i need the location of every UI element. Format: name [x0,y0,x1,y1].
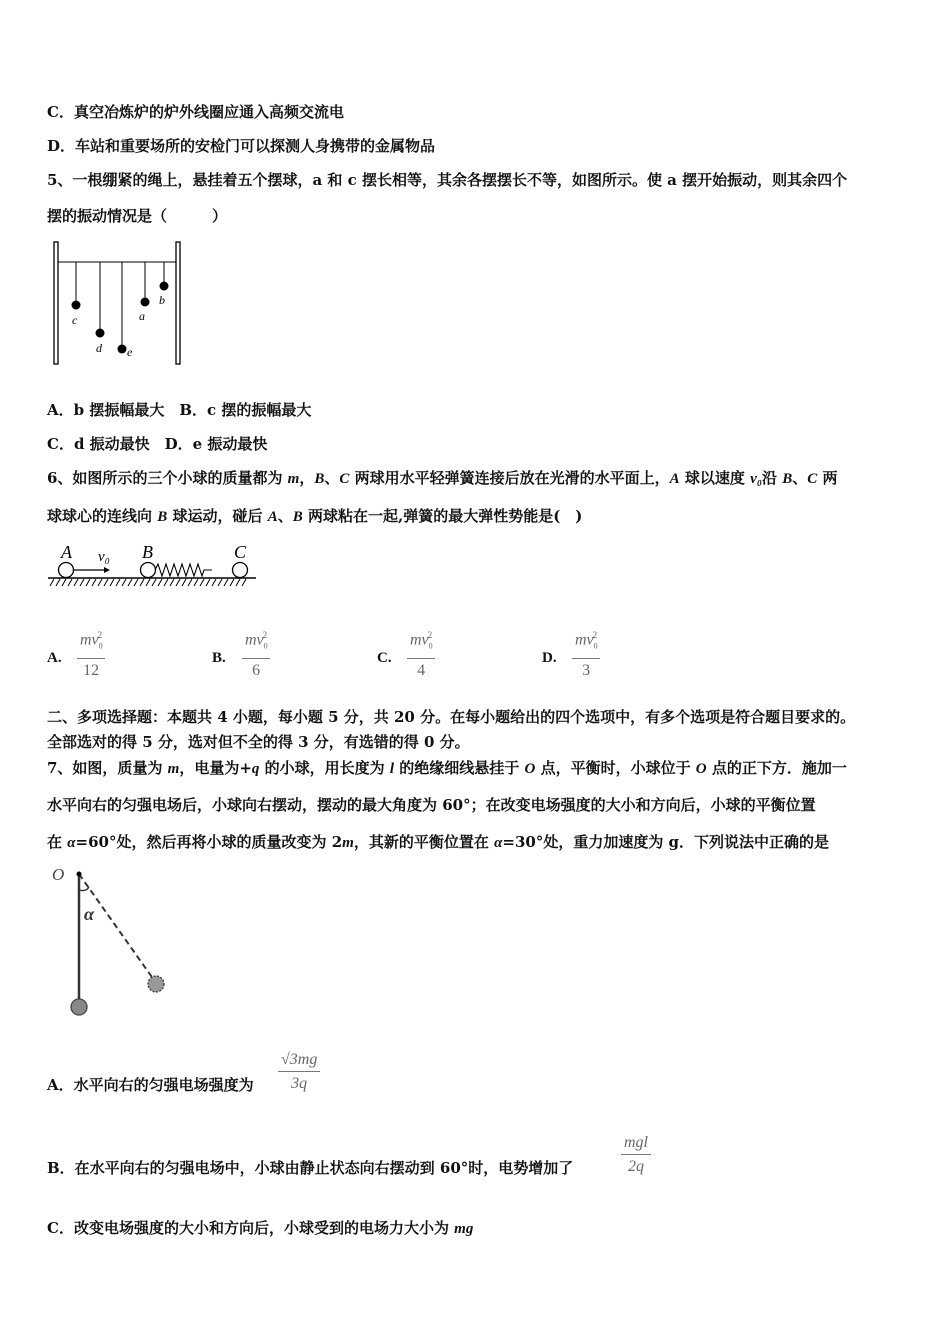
section2-heading-line1 [47,707,855,727]
q7-stem-line3 [47,832,829,853]
label-B: B [142,542,153,562]
math-symbol: m [287,471,300,487]
denominator: 4 [417,661,426,679]
text-segment: ，其新的平衡位置在 [353,833,495,851]
text-segment: 球球心的连线向 [47,507,158,525]
numerator-text: mv [410,631,429,649]
numerator [242,626,270,659]
text-segment: C．d 振动最快 D．e 振动最快 [47,435,268,453]
q5-options-cd [47,434,267,454]
q6-option-fraction [407,626,435,681]
text-segment: ， [299,469,315,487]
q6-spring-figure [44,538,260,590]
math-symbol: α [494,835,503,851]
label-a: a [139,309,145,323]
q7-option-a-fraction [278,1051,320,1094]
subscript: 0 [263,641,268,651]
text-segment: 的绝缘细线悬挂于 [394,759,525,777]
text-segment: 摆的振动情况是（ ） [47,207,228,225]
q4-option-d [47,136,435,156]
text-segment: C．真空冶炼炉的炉外线圈应通入高频交流电 [47,103,344,121]
text-segment: 球运动，碰后 [167,507,268,525]
math-symbol: m [167,761,180,777]
label-A: A [61,542,72,562]
text-segment: 两球粘在一起,弹簧的最大弹性势能是( ) [302,507,583,525]
math-symbol: B [314,471,325,487]
math-symbol: mg [454,1221,474,1237]
math-symbol: A [669,471,680,487]
text-segment: =60°处，然后再将小球的质量改变为 2 [75,833,343,851]
text-segment: 全部选对的得 5 分，选对但不全的得 3 分，有选错的得 0 分。 [47,733,470,751]
label-alpha: α [84,904,94,924]
q5-stem-line2 [47,206,227,226]
math-symbol: B [292,509,303,525]
section2-heading-line2 [47,732,470,752]
text-segment: 球以速度 [679,469,751,487]
math-symbol: v₀ [750,471,762,487]
numerator-text: mv [575,631,594,649]
label-c: c [72,313,78,327]
text-segment: 、 [277,507,293,525]
text-segment: D．车站和重要场所的安检门可以探测人身携带的金属物品 [47,137,436,155]
q6-option-label: C. [377,650,392,666]
math-symbol: l [389,761,395,777]
label-d: d [96,341,102,355]
superscript: 2 [427,630,433,640]
numerator [572,626,600,659]
numerator-text: mv [80,631,99,649]
superscript: 2 [97,630,103,640]
q5-pendulum-figure [50,240,185,368]
math-symbol: O [695,761,707,777]
text-segment: =30°处，重力加速度为 g．下列说法中正确的是 [502,833,830,851]
math-symbol: C [339,471,350,487]
q5-options-ab [47,400,311,420]
subscript: 0 [593,641,598,651]
denominator: 12 [83,661,100,679]
superscript: 2 [592,630,598,640]
q7-stem-line2 [47,795,816,815]
q6-option-label: B. [212,650,226,666]
math-symbol: m [342,835,354,851]
text-segment: 7、如图，质量为 [47,759,168,777]
q7-option-a [47,1075,254,1095]
q6-option-fraction [572,626,600,681]
text-segment: 在 [47,833,68,851]
denominator: 3q [291,1075,308,1092]
q5-stem-line1 [47,170,847,190]
q4-option-c [47,102,344,122]
math-symbol: α [67,835,76,851]
q6-option-fraction [242,626,270,681]
text-segment: ，电量为+ [179,759,252,777]
q7-option-b-fraction [621,1134,651,1177]
subscript: 0 [98,641,103,651]
label-e: e [127,345,133,359]
q6-option-label: D. [542,650,557,666]
q7-stem-line1 [47,758,847,779]
text-segment: 沿 [762,469,783,487]
math-symbol: B [782,471,793,487]
numerator [407,626,435,659]
numerator: mgl [621,1134,651,1155]
text-segment: 点，平衡时，小球位于 [535,759,696,777]
numerator-text: mv [245,631,264,649]
text-segment: 两 [817,469,838,487]
text-segment: 、 [792,469,808,487]
q6-option-fraction [77,626,105,681]
text-segment: 5、一根绷紧的绳上，悬挂着五个摆球，a 和 c 摆长相等，其余各摆摆长不等，如图所示。使 a 摆开始振动，则其余四个 [47,171,848,189]
math-symbol: A [267,509,278,525]
text-segment: 点的正下方．施加一 [706,759,847,777]
denominator: 6 [252,661,261,679]
math-symbol: C [807,471,818,487]
text-segment: A．水平向右的匀强电场强度为 [47,1076,254,1094]
q7-pendulum-figure [44,862,184,1022]
label-C: C [234,542,247,562]
text-segment: 的小球，用长度为 [259,759,390,777]
text-segment: 二、多项选择题：本题共 4 小题，每小题 5 分，共 20 分。在每小题给出的四个选项中，有多个选项是符合题目要求的。 [47,708,856,726]
text-segment: A．b 摆振幅最大 B．c 摆的振幅最大 [47,401,312,419]
text-segment: 两球用水平轻弹簧连接后放在光滑的水平面上， [349,469,670,487]
q7-option-c [47,1218,473,1239]
text-segment: 、 [324,469,340,487]
text-segment: 水平向右的匀强电场后，小球向右摆动，摆动的最大角度为 60°；在改变电场强度的大小和方向后，小球的平衡位置 [47,796,816,814]
subscript: 0 [428,641,433,651]
label-v0: v₀ [98,549,110,565]
superscript: 2 [262,630,268,640]
denominator: 3 [582,661,591,679]
numerator [77,626,105,659]
text-segment: 6、如图所示的三个小球的质量都为 [47,469,288,487]
math-symbol: B [157,509,168,525]
q6-stem-line1 [47,468,838,489]
label-O: O [52,865,65,884]
q7-option-b [47,1158,573,1178]
math-symbol: O [524,761,536,777]
text-segment: C．改变电场强度的大小和方向后，小球受到的电场力大小为 [47,1219,455,1237]
q6-option-label: A. [47,650,62,666]
math-symbol: q [251,761,260,777]
label-b: b [159,293,165,307]
numerator: √3mg [278,1051,320,1072]
q6-stem-line2 [47,506,582,527]
denominator: 2q [628,1158,644,1175]
text-segment: B．在水平向右的匀强电场中，小球由静止状态向右摆动到 60°时，电势增加了 [47,1159,574,1177]
